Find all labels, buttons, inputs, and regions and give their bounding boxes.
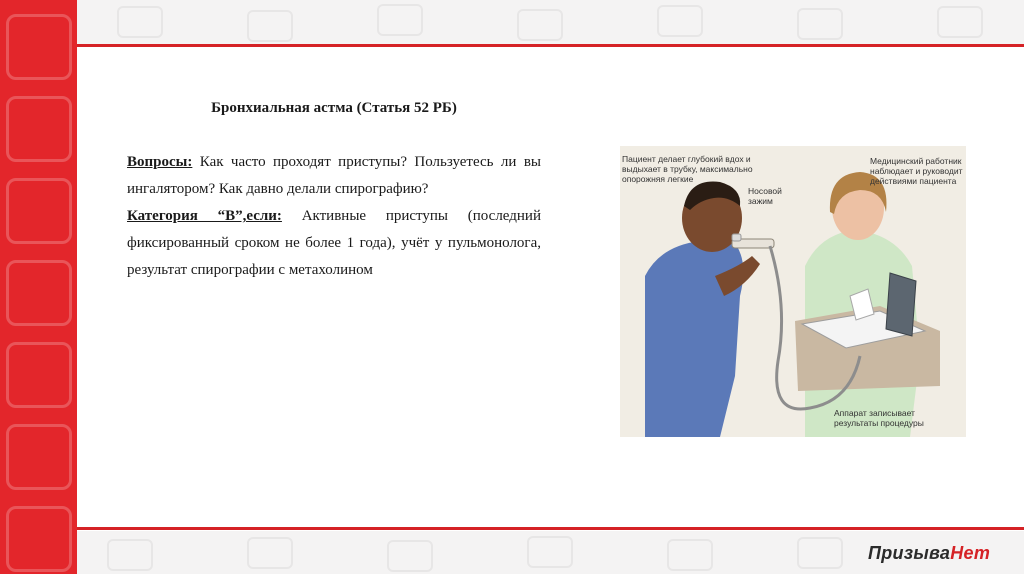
slide-content bbox=[127, 100, 541, 284]
slide-title: Бронхиальная астма (Статья 52 РБ) bbox=[211, 100, 457, 116]
top-red-line bbox=[77, 44, 1024, 47]
questions-paragraph bbox=[127, 149, 541, 203]
bottom-red-line bbox=[77, 527, 1024, 530]
questions-text: Как часто проходят приступы? Пользуетесь ли вы ингалятором? Как давно делали спирографию? bbox=[127, 154, 541, 197]
spirometry-illustration bbox=[620, 146, 966, 437]
category-paragraph bbox=[127, 203, 541, 284]
device-screen bbox=[886, 273, 916, 336]
questions-label: Вопросы: bbox=[127, 154, 193, 170]
category-label: Категория “В”,если: bbox=[127, 208, 282, 224]
patient-shirt bbox=[645, 238, 743, 437]
caption-device: Аппарат записывает результаты процедуры bbox=[834, 408, 924, 428]
prizyvanet-logo bbox=[868, 543, 990, 564]
caption-nose-clip: Носовой зажим bbox=[748, 186, 782, 206]
top-decorative-band bbox=[77, 0, 1024, 44]
category-text: Активные приступы (последний фиксированный сроком не более 1 года), учёт у пульмонолога, результат спирографии с метахолином bbox=[127, 208, 541, 278]
nose-clip bbox=[732, 234, 741, 241]
logo-part1: Призыва bbox=[868, 543, 951, 563]
caption-patient: Пациент делает глубокий вдох и выдыхает в трубку, максимально опорожняя легкие bbox=[622, 154, 753, 184]
left-decorative-bar bbox=[0, 0, 77, 574]
logo-part2: Нет bbox=[950, 543, 991, 563]
caption-medic: Медицинский работник наблюдает и руководит действиями пациента bbox=[870, 156, 963, 186]
